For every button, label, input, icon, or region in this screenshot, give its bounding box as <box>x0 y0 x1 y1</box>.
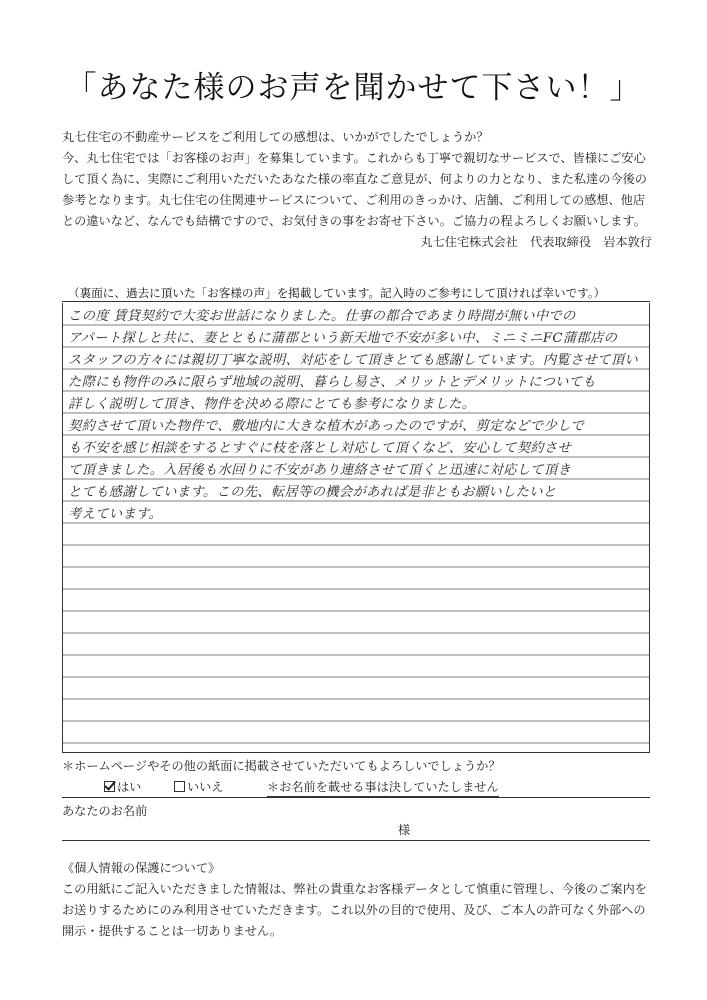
option-yes-label: はい <box>117 780 142 794</box>
option-no-label: いいえ <box>187 780 224 794</box>
company-signature: 丸七住宅株式会社 代表取締役 岩本敦行 <box>420 235 652 249</box>
intro-line: して頂く為に、実際にご利用いただいたあなた様の率直なご意見が、何よりの力となり、また私達の今後の <box>62 172 647 186</box>
comment-line: て頂きました。入居後も水回りに不安があり連絡させて頂くと迅速に対応して頂き <box>68 463 572 478</box>
honorific-label: 様 <box>398 823 411 837</box>
comment-line: スタッフの方々には親切丁寧な説明、対応をして頂きとても感謝しています。内覧させて頂い <box>68 353 639 368</box>
notice-divider <box>62 301 650 302</box>
name-privacy-note <box>267 778 499 797</box>
options-divider <box>62 797 650 798</box>
name-label: あなたのお名前 <box>62 804 148 818</box>
option-no[interactable] <box>174 778 224 795</box>
comment-line: 契約させて頂いた物件で、敷地内に大きな植木があったのですが、剪定などで少しで <box>68 419 585 434</box>
comment-line: とても感謝しています。この先、転居等の機会があれば是非ともお願いしたいと <box>68 485 557 500</box>
privacy-line: この用紙にご記入いただきました情報は、弊社の貴重なお客様データとして慎重に管理し、今後のご案内を <box>62 882 647 896</box>
privacy-heading: 《個人情報の保護について》 <box>62 861 221 875</box>
comment-line: 考えています。 <box>68 507 163 522</box>
name-input[interactable] <box>62 816 650 841</box>
comment-line: この度 賃貸契約で大変お世話になりました。仕事の都合であまり時間が無い中での <box>68 309 576 324</box>
intro-text <box>62 127 652 253</box>
publish-permission-question: ＊ホームページやその他の紙面に掲載させていただいてもよろしいでしょうか？ <box>62 759 501 773</box>
intro-line: 参考となります。丸七住宅の住関連サービスについて、ご利用のきっかけ、店舗、ご利用しての感想、他店 <box>62 193 646 207</box>
option-yes[interactable] <box>104 778 141 795</box>
page-title: 「あなた様のお声を聞かせて下さい！」 <box>65 70 642 106</box>
comment-line: も不安を感じ相談をするとすぐに枝を落とし対応して頂くなど、安心して契約させ <box>68 441 572 456</box>
handwritten-comment <box>68 306 648 526</box>
reference-notice: （裏面に、過去に頂いた「お客様の声」を掲載しています。記入時のご参考にして頂ければ幸いです。） <box>68 286 606 300</box>
privacy-line: お送りするためにのみ利用させていただきます。これ以外の目的で使用、及び、ご本人の許可なく外部への <box>62 903 646 917</box>
comment-line: アパート探しと共に、妻とともに蒲郡という新天地で不安が多い中、ミニミニFC蒲郡店の <box>68 331 618 346</box>
intro-line: 今、丸七住宅では「お客様のお声」を募集しています。これからも丁寧で親切なサービスで、皆様にご安心 <box>62 151 646 165</box>
privacy-section <box>62 858 662 942</box>
intro-line: 丸七住宅の不動産サービスをご利用しての感想は、いかがでしたでしょうか？ <box>62 130 489 144</box>
intro-line: との違いなど、なんでも結構ですので、お気付きの事をお寄せ下さい。ご協力の程よろしくお願いします。 <box>62 214 646 228</box>
checkbox-yes[interactable] <box>104 781 115 792</box>
privacy-line: 開示・提供することは一切ありません。 <box>62 924 283 938</box>
comment-line: た際にも物件のみに限らず地域の説明、暮らし易さ、メリットとデメリットについても <box>68 375 596 390</box>
name-privacy-note-text: ＊お名前を載せる事は決していたしません <box>267 778 499 797</box>
comment-line: 詳しく説明して頂き、物件を決める際にとても参考になりました。 <box>68 397 476 412</box>
checkbox-no[interactable] <box>174 781 185 792</box>
